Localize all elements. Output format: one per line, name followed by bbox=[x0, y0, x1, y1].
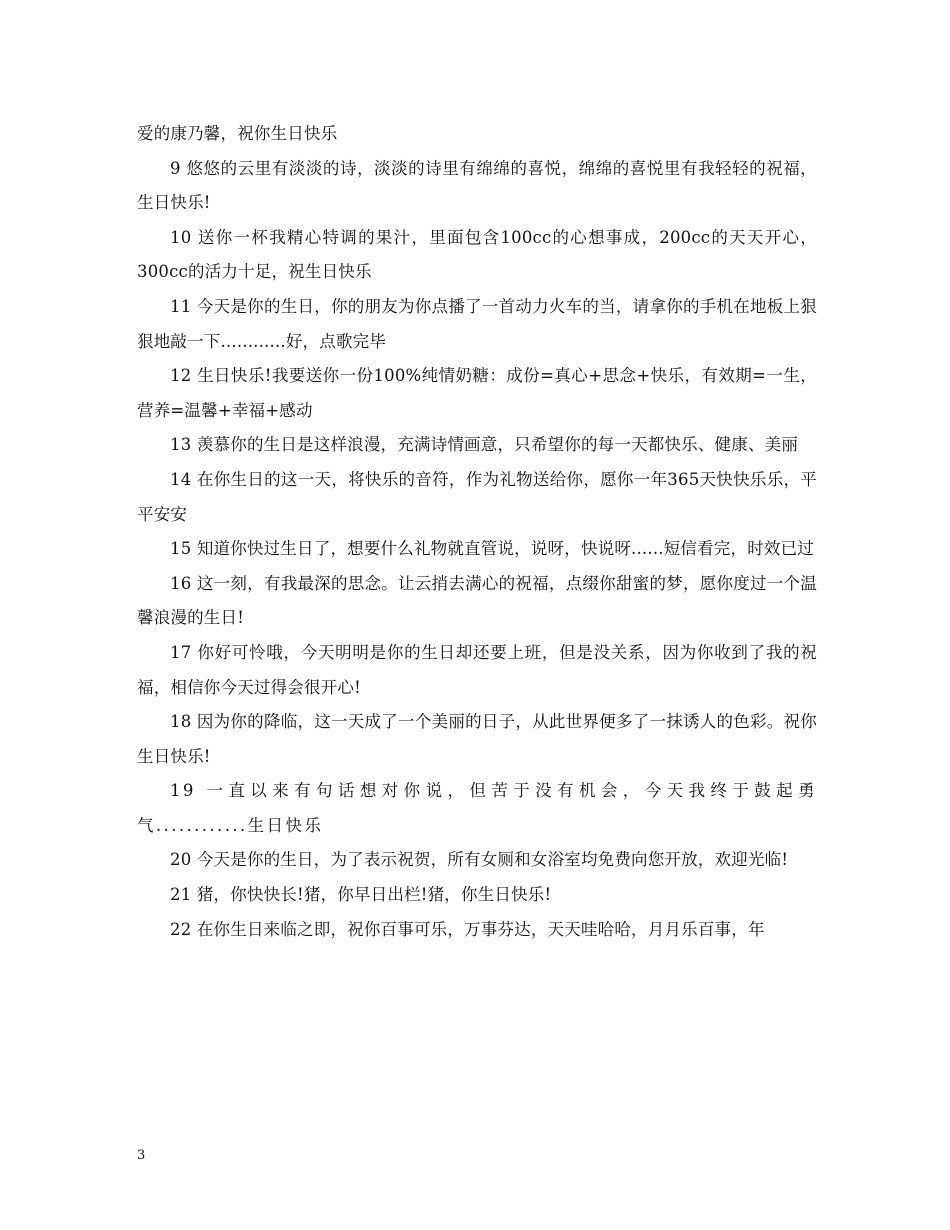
document-body bbox=[137, 117, 817, 947]
page-number: 3 bbox=[137, 1148, 146, 1163]
paragraph-11: 11 今天是你的生日，你的朋友为你点播了一首动力火车的当，请拿你的手机在地板上狠狠地敲一下............好，点歌完毕 bbox=[137, 296, 817, 351]
paragraph-12: 12 生日快乐!我要送你一份100%纯情奶糖：成份=真心+思念+快乐，有效期=一生，营养=温馨+幸福+感动 bbox=[137, 366, 817, 420]
paragraph-13: 13 羡慕你的生日是这样浪漫，充满诗情画意，只希望你的每一天都快乐、健康、美丽 bbox=[170, 435, 799, 455]
paragraph-14: 14 在你生日的这一天，将快乐的音符，作为礼物送给你，愿你一年365天快快乐乐，平平安安 bbox=[137, 469, 817, 524]
paragraph-16: 16 这一刻，有我最深的思念。让云捎去满心的祝福，点缀你甜蜜的梦，愿你度过一个温馨浪漫的生日! bbox=[137, 573, 817, 628]
paragraph-9: 9 悠悠的云里有淡淡的诗，淡淡的诗里有绵绵的喜悦，绵绵的喜悦里有我轻轻的祝福，生日快乐! bbox=[137, 158, 817, 213]
paragraph-15: 15 知道你快过生日了，想要什么礼物就直管说，说呀，快说呀......短信看完，时效已过 bbox=[170, 539, 815, 559]
paragraph-continuation: 爱的康乃馨，祝你生日快乐 bbox=[137, 124, 338, 143]
paragraph-17: 17 你好可怜哦，今天明明是你的生日却还要上班，但是没关系，因为你收到了我的祝福，相信你今天过得会很开心! bbox=[137, 642, 817, 697]
paragraph-10: 10 送你一杯我精心特调的果汁，里面包含100cc的心想事成，200cc的天天开心，300cc的活力十足，祝生日快乐 bbox=[137, 227, 817, 282]
paragraph-20: 20 今天是你的生日，为了表示祝贺，所有女厕和女浴室均免费向您开放，欢迎光临! bbox=[170, 850, 789, 870]
paragraph-21: 21 猪，你快快长!猪，你早日出栏!猪，你生日快乐! bbox=[170, 885, 552, 905]
paragraph-19: 19 一直以来有句话想对你说，但苦于没有机会，今天我终于鼓起勇气............生日快乐 bbox=[137, 781, 817, 835]
paragraph-18: 18 因为你的降临，这一天成了一个美丽的日子，从此世界便多了一抹诱人的色彩。祝你生日快乐! bbox=[137, 712, 817, 766]
paragraph-22: 22 在你生日来临之即，祝你百事可乐，万事芬达，天天哇哈哈，月月乐百事，年 bbox=[170, 919, 765, 939]
